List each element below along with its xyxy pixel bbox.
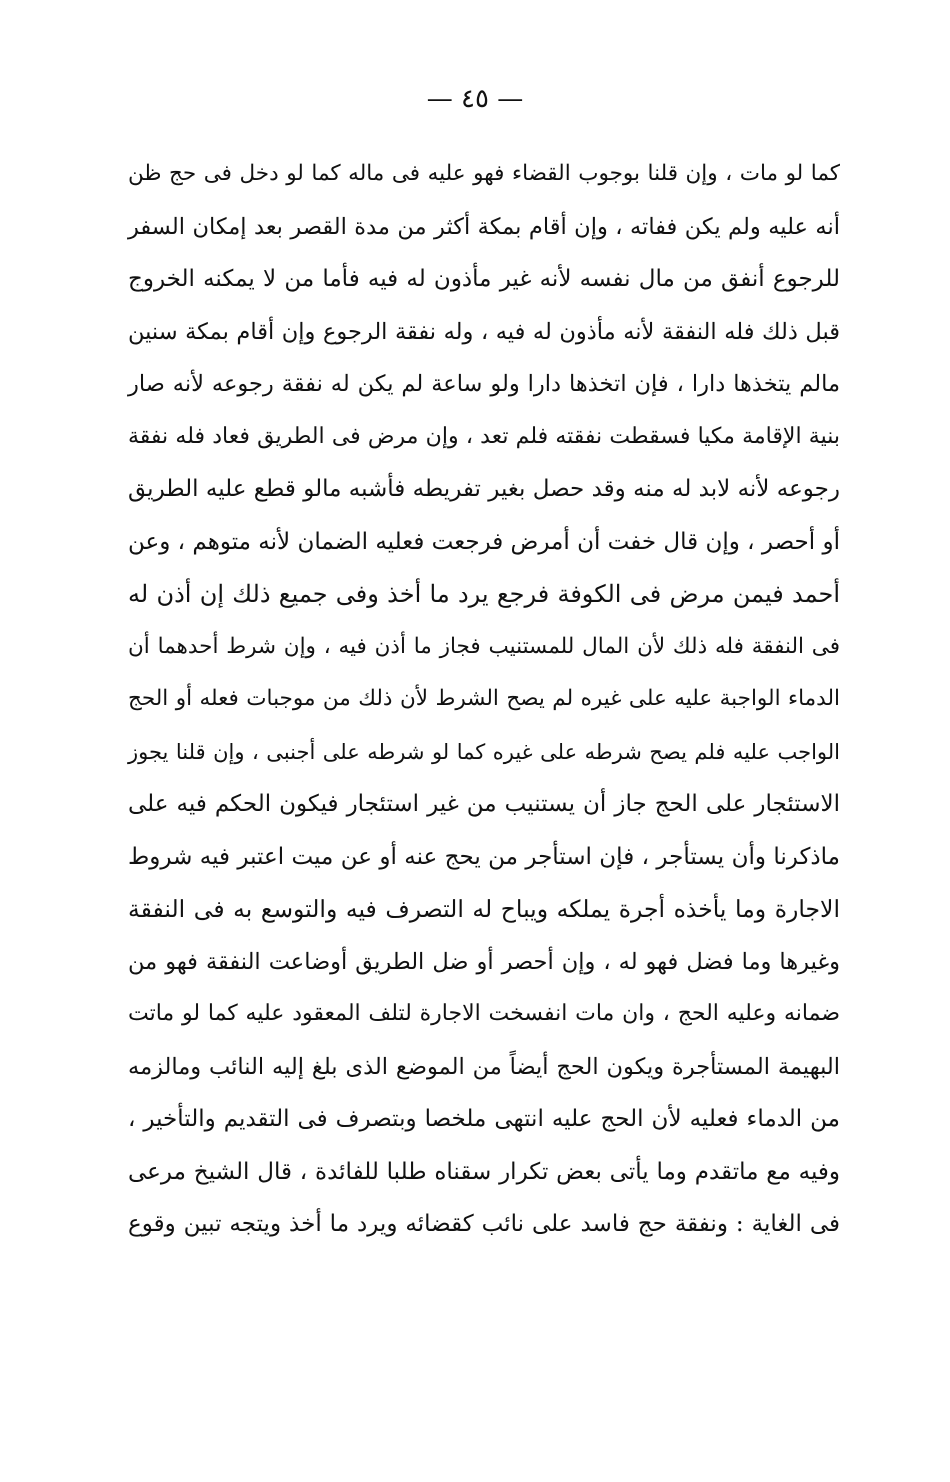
- body-text: [128, 148, 840, 1251]
- text-line: فى النفقة فله ذلك لأن المال للمستنيب فجاز ما أذن فيه ، وإن شرط أحدهما أن: [128, 633, 840, 659]
- text-line: الاستئجار على الحج جاز أن يستنيب من غير استئجار فيكون الحكم فيه على: [128, 791, 840, 817]
- text-line: أنه عليه ولم يكن ففاته ، وإن أقام بمكة أكثر من مدة القصر بعد إمكان السفر: [128, 213, 840, 240]
- text-line: رجوعه لأنه لابد له منه وقد حصل بغير تفريطه فأشبه مالو قطع عليه الطريق: [128, 476, 840, 502]
- text-line: قبل ذلك فله النفقة لأنه مأذون له فيه ، وله نفقة الرجوع وإن أقام بمكة سنين: [128, 318, 840, 345]
- text-line: وغيرها وما فضل فهو له ، وإن أحصر أو ضل الطريق أوضاعت النفقة فهو من: [128, 948, 840, 975]
- text-line: الاجارة وما يأخذه أجرة يملكه ويباح له التصرف فيه والتوسع به فى النفقة: [128, 895, 840, 923]
- page-number: — ٤٥ —: [426, 84, 524, 114]
- text-line: أحمد فيمن مرض فى الكوفة فرجع يرد ما أخذ وفى جميع ذلك إن أذن له: [128, 580, 840, 608]
- text-line: فى الغاية : ونفقة حج فاسد على نائب كقضائه ويرد ما أخذ ويتجه تبين وقوع: [128, 1211, 840, 1237]
- text-line: للرجوع أنفق من مال نفسه لأنه غير مأذون له فيه فأما من لا يمكنه الخروج: [128, 266, 840, 292]
- text-line: ماذكرنا وأن يستأجر ، فإن استأجر من يحج عنه أو عن ميت اعتبر فيه شروط: [128, 843, 840, 870]
- text-line: كما لو مات ، وإن قلنا بوجوب القضاء فهو عليه فى ماله كما لو دخل فى حج ظن: [128, 161, 840, 186]
- text-line: البهيمة المستأجرة ويكون الحج أيضاً من الموضع الذى بلغ إليه النائب ومالزمه: [128, 1053, 840, 1080]
- text-line: بنية الإقامة مكيا فسقطت نفقته فلم تعد ، وإن مرض فى الطريق فعاد فله نفقة: [128, 423, 840, 449]
- text-line: أو أحصر ، وإن قال خفت أن أمرض فرجعت فعليه الضمان لأنه متوهم ، وعن: [128, 528, 840, 555]
- text-line: ضمانه وعليه الحج ، وان مات انفسخت الاجارة لتلف المعقود عليه كما لو ماتت: [128, 1001, 840, 1026]
- text-line: مالم يتخذها دارا ، فإن اتخذها دارا ولو ساعة لم يكن له نفقة رجوعه لأنه صار: [128, 371, 840, 397]
- text-line: وفيه مع ماتقدم وما يأتى بعض تكرار سقناه طلبا للفائدة ، قال الشيخ مرعى: [128, 1158, 840, 1185]
- text-line: الواجب عليه فلم يصح شرطه على غيره كما لو شرطه على أجنبى ، وإن قلنا يجوز: [128, 739, 840, 764]
- text-line: من الدماء فعليه لأن الحج عليه انتهى ملخصا وبتصرف فى التقديم والتأخير ،: [128, 1106, 840, 1132]
- text-line: الدماء الواجبة عليه على غيره لم يصح الشرط لأن ذلك من موجبات فعله أو الحج: [128, 686, 840, 711]
